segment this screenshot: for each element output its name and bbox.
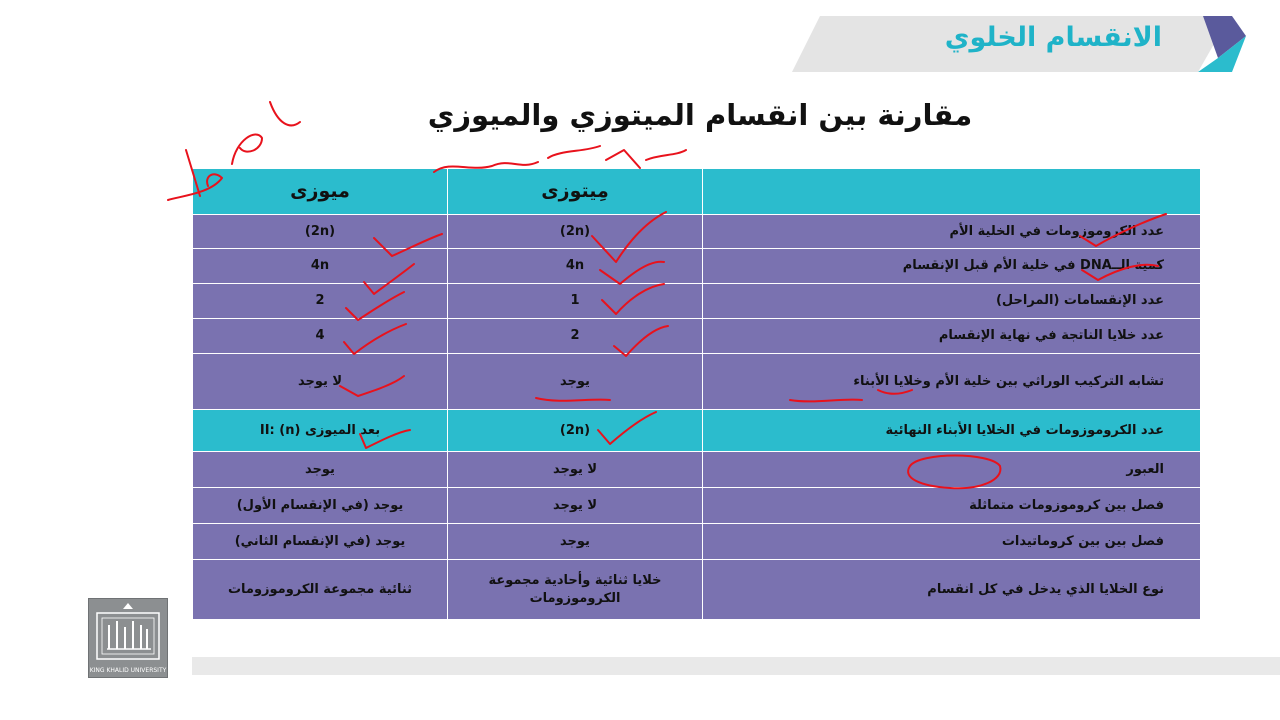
table-row <box>193 215 1201 249</box>
row-meiosis-value: يوجد <box>193 452 448 488</box>
logo-emblem <box>89 599 167 665</box>
row-meiosis-value: يوجد (في الإنقسام الثاني) <box>193 524 448 560</box>
row-meiosis-value: 4 <box>193 319 448 354</box>
row-meiosis-value: ثنائية مجموعة الكروموزومات <box>193 560 448 620</box>
row-meiosis-value: 2 <box>193 284 448 319</box>
row-mitosis-value: (2n) <box>448 215 703 249</box>
row-property: كمية الــDNA في خلية الأم قبل الإنقسام <box>703 249 1201 284</box>
row-mitosis-value: 4n <box>448 249 703 284</box>
row-property: فصل بين بين كروماتيدات <box>703 524 1201 560</box>
table-row <box>193 410 1201 452</box>
row-mitosis-value: 1 <box>448 284 703 319</box>
table-row <box>193 560 1201 620</box>
table-row <box>193 284 1201 319</box>
row-mitosis-value: لا يوجد <box>448 452 703 488</box>
university-logo <box>88 598 168 678</box>
row-mitosis-value: يوجد <box>448 354 703 410</box>
table-row <box>193 488 1201 524</box>
comparison-table <box>192 168 1201 620</box>
logo-caption: KING KHALID UNIVERSITY <box>89 667 167 674</box>
table-row <box>193 354 1201 410</box>
row-meiosis-value: لا يوجد <box>193 354 448 410</box>
bottom-bar <box>192 657 1280 675</box>
title-banner <box>0 0 1280 80</box>
row-property: فصل بين كروموزومات متماثلة <box>703 488 1201 524</box>
row-meiosis-value: يوجد (في الإنقسام الأول) <box>193 488 448 524</box>
row-property: عدد الكروموزومات في الخلايا الأبناء النهائية <box>703 410 1201 452</box>
row-property: عدد الإنقسامات (المراحل) <box>703 284 1201 319</box>
row-property: تشابه التركيب الوراثي بين خلية الأم وخلايا الأبناء <box>703 354 1201 410</box>
table-header-row <box>193 169 1201 215</box>
header-property <box>703 169 1201 215</box>
row-mitosis-value: (2n) <box>448 410 703 452</box>
row-mitosis-value: خلايا ثنائية وأحادية مجموعة الكروموزومات <box>448 560 703 620</box>
table-row <box>193 452 1201 488</box>
header-mitosis: مِيتوزى <box>448 169 703 215</box>
row-meiosis-value: بعد الميوزى II: (n) <box>193 410 448 452</box>
row-property: عدد الكروموزومات في الخلية الأم <box>703 215 1201 249</box>
row-mitosis-value: 2 <box>448 319 703 354</box>
table-row <box>193 319 1201 354</box>
table-row <box>193 249 1201 284</box>
row-meiosis-value: 4n <box>193 249 448 284</box>
header-meiosis: ميوزى <box>193 169 448 215</box>
row-mitosis-value: لا يوجد <box>448 488 703 524</box>
row-meiosis-value: (2n) <box>193 215 448 249</box>
slide-heading: مقارنة بين انقسام الميتوزي والميوزي <box>427 98 973 132</box>
table-row <box>193 524 1201 560</box>
banner-title: الانقسام الخلوي <box>944 22 1162 53</box>
row-property: العبور <box>703 452 1201 488</box>
row-property: نوع الخلايا الذي يدخل في كل انقسام <box>703 560 1201 620</box>
row-property: عدد خلايا الناتجة في نهاية الإنقسام <box>703 319 1201 354</box>
row-mitosis-value: يوجد <box>448 524 703 560</box>
